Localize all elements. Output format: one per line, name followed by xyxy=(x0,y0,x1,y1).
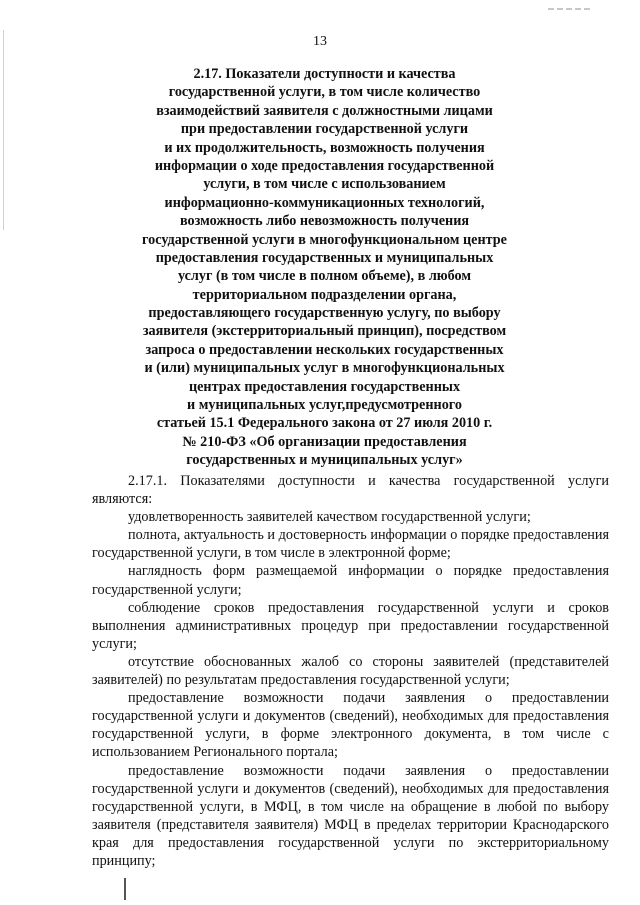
paragraph-intro: 2.17.1. Показателями доступности и качества государственной услуги являются: xyxy=(92,473,609,508)
heading-line: информации о ходе предоставления государственной xyxy=(154,157,495,174)
heading-line: информационно-коммуникационных технологий, xyxy=(164,194,485,211)
paragraph-item: полнота, актуальность и достоверность информации о порядке предоставления государственной услуги, в том числе в электронной форме; xyxy=(92,527,609,562)
paragraph-item: предоставление возможности подачи заявления о предоставлении государственной услуги и документов (сведений), необходимых для предоставления государственной услуги, в форме электронного документа, в том числе с использованием Регионального портала; xyxy=(92,690,609,761)
heading-line: и муниципальных услуг,предусмотренного xyxy=(187,397,462,414)
page-number: 13 xyxy=(313,34,327,49)
heading-line: территориальном подразделении органа, xyxy=(192,286,457,303)
heading-line: заявителя (экстерриториальный принцип), посредством xyxy=(142,323,507,340)
heading-line: возможность либо невозможность получения xyxy=(179,213,470,230)
heading-line: взаимодействий заявителя с должностными лицами xyxy=(156,102,493,119)
heading-line: 2.17. Показатели доступности и качества xyxy=(193,66,456,82)
heading-line: государственных и муниципальных услуг» xyxy=(186,452,463,469)
heading-line: услуг (в том числе в полном объеме), в любом xyxy=(177,268,472,285)
paragraph-item: предоставление возможности подачи заявления о предоставлении государственной услуги и документов (сведений), необходимых для предоставления государственной услуги, в МФЦ, в том числе на обращение в любой по выбору заявителя (представителя заявителя) МФЦ в пределах территории Краснодарского края для предоставления государственной услуги по экстерриториальному принципу; xyxy=(92,762,609,869)
scan-artifact-left xyxy=(3,30,4,230)
paragraph-item: удовлетворенность заявителей качеством государственной услуги; xyxy=(128,509,531,526)
heading-line: при предоставлении государственной услуги xyxy=(180,121,469,138)
heading-line: и (или) муниципальных услуг в многофункциональных xyxy=(144,360,505,377)
scan-artifact-bottom xyxy=(124,878,126,900)
scan-artifact-top xyxy=(548,8,590,10)
body-text xyxy=(92,472,609,870)
heading-line: услуги, в том числе с использованием xyxy=(203,176,446,193)
paragraph-item: соблюдение сроков предоставления государственной услуги и сроков выполнения административных процедур при предоставлении государственной услуги; xyxy=(92,599,609,652)
heading-line: запроса о предоставлении нескольких государственных xyxy=(145,341,504,358)
heading-line: центрах предоставления государственных xyxy=(188,378,461,395)
heading-line: и их продолжительность, возможность получения xyxy=(164,139,485,156)
heading-line: статьей 15.1 Федерального закона от 27 июля 2010 г. xyxy=(156,415,493,432)
heading-line: № 210-ФЗ «Об организации предоставления xyxy=(182,433,467,450)
paragraph-item: отсутствие обоснованных жалоб со стороны заявителей (представителей заявителей) по результатам предоставления государственной услуги; xyxy=(92,653,609,689)
heading-line: предоставления государственных и муниципальных xyxy=(155,249,494,266)
heading-line: предоставляющего государственную услугу, по выбору xyxy=(148,305,501,322)
heading-line: государственной услуги в многофункциональном центре xyxy=(142,231,507,248)
section-heading xyxy=(92,65,557,470)
heading-line: государственной услуги, в том числе количество xyxy=(168,84,481,101)
paragraph-item: наглядность форм размещаемой информации о порядке предоставления государственной услуги; xyxy=(92,563,609,598)
